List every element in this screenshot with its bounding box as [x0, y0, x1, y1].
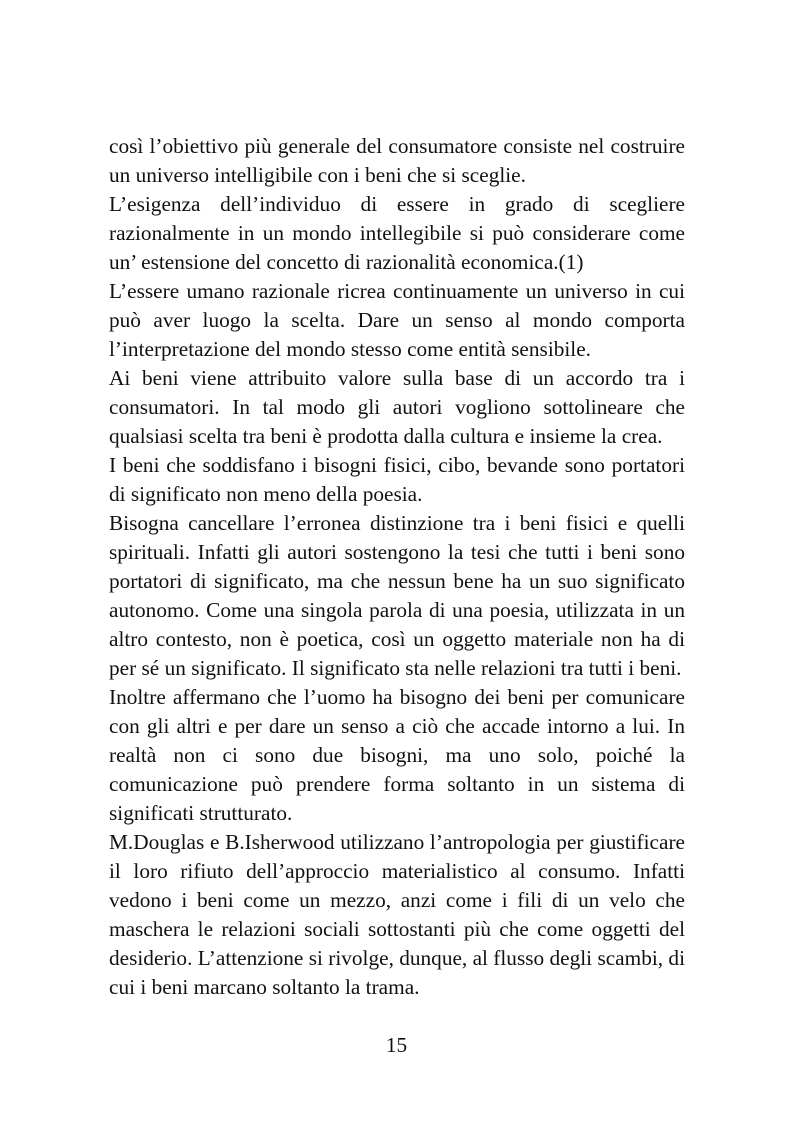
paragraph-7: Inoltre affermano che l’uomo ha bisogno dei beni per comunicare con gli altri e per dare un senso a ciò che accade intorno a lui. In realtà non ci sono due bisogni, ma uno solo, poiché la comunicazione può prendere forma soltanto in un sistema di significati strutturato. — [109, 685, 685, 825]
paragraph-5: I beni che soddisfano i bisogni fisici, cibo, bevande sono portatori di significato non meno della poesia. — [109, 453, 685, 506]
paragraph-1: così l’obiettivo più generale del consumatore consiste nel costruire un universo intelligibile con i beni che si sceglie. — [109, 134, 685, 187]
paragraph-6: Bisogna cancellare l’erronea distinzione tra i beni fisici e quelli spirituali. Infatti gli autori sostengono la tesi che tutti i beni sono portatori di significato, ma che nessun bene ha un suo significato autonomo. Come una singola parola di una poesia, utilizzata in un altro contesto, non è poetica, così un oggetto materiale non ha di per sé un significato. Il significato sta nelle relazioni tra tutti i beni. — [109, 511, 685, 680]
page-number: 15 — [385, 1033, 408, 1057]
paragraph-2: L’esigenza dell’individuo di essere in grado di scegliere razionalmente in un mondo intellegibile si può considerare come un’ estensione del concetto di razionalità economica.(1) — [109, 192, 685, 274]
paragraph-8: M.Douglas e B.Isherwood utilizzano l’antropologia per giustificare il loro rifiuto dell’approccio materialistico al consumo. Infatti vedono i beni come un mezzo, anzi come i fili di un velo che maschera le relazioni sociali sottostanti più che come oggetti del desiderio. L’attenzione si rivolge, dunque, al flusso degli scambi, di cui i beni marcano soltanto la trama. — [109, 830, 685, 999]
body-text — [109, 132, 685, 1002]
paragraph-3: L’essere umano razionale ricrea continuamente un universo in cui può aver luogo la scelta. Dare un senso al mondo comporta l’interpretazione del mondo stesso come entità sensibile. — [109, 279, 685, 361]
paragraph-4: Ai beni viene attribuito valore sulla base di un accordo tra i consumatori. In tal modo gli autori vogliono sottolineare che qualsiasi scelta tra beni è prodotta dalla cultura e insieme la crea. — [109, 366, 685, 448]
